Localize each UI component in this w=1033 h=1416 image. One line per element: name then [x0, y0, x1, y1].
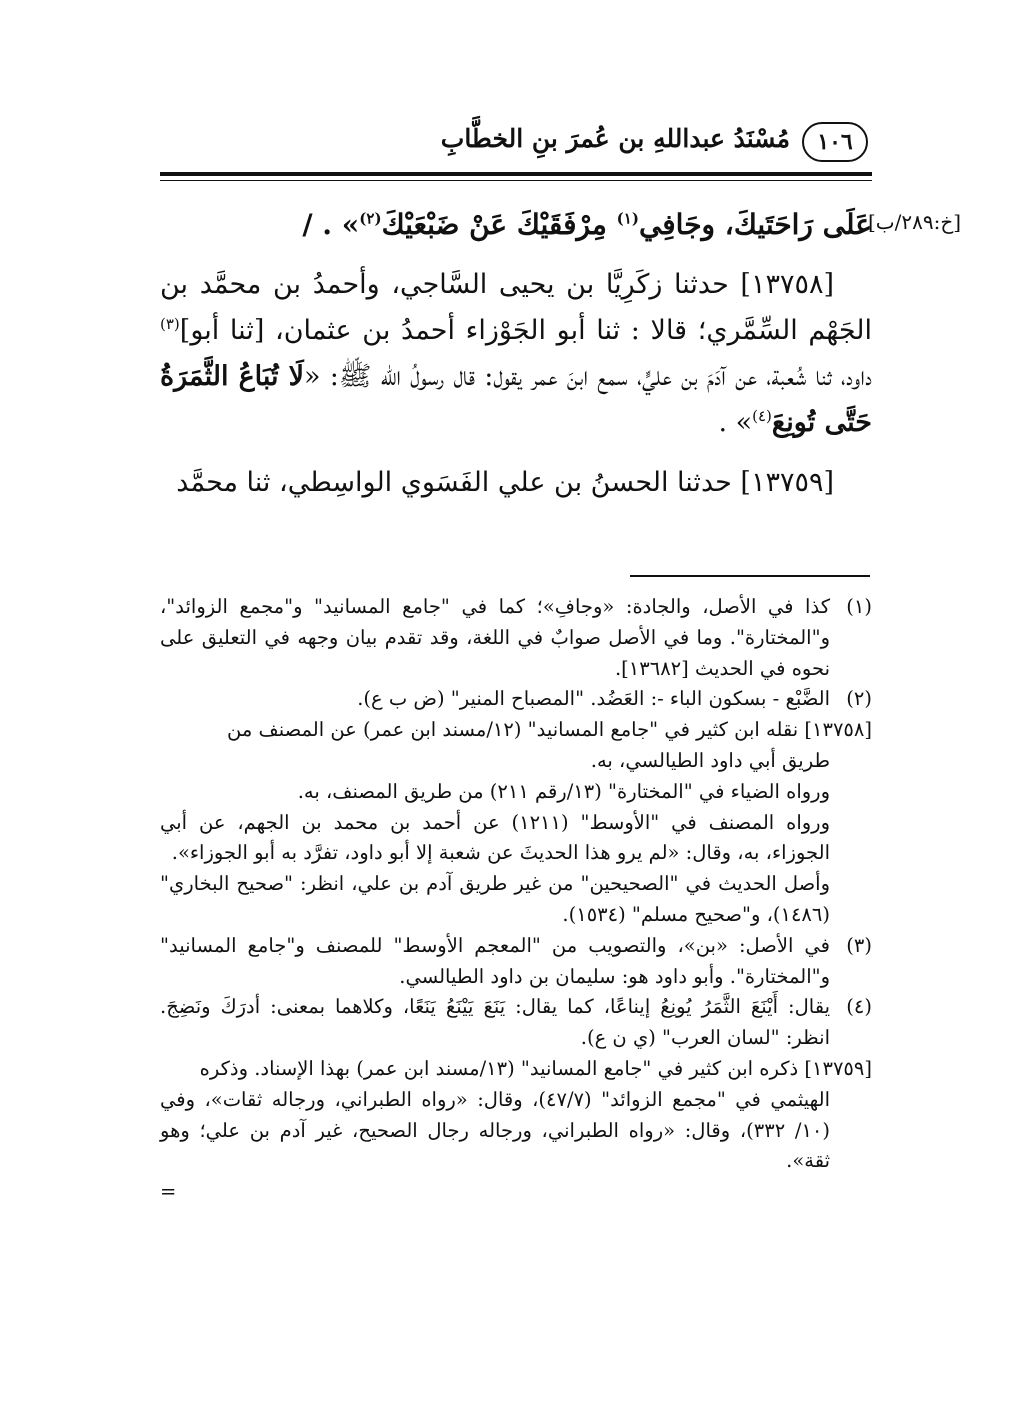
main-text [160, 202, 872, 506]
takhrij-13759-text [160, 1085, 872, 1208]
hadith-isnad-part1: [١٣٧٥٨] حدثنا زكَرِيَّا بن يحيى السَّاجي، وأحمدُ بن محمَّد بن الجَهْم السِّمَّري؛ قالا : ثنا أبو الجَوْزاء أحمدُ بن عثمان، [ثنا أبو] [160, 269, 872, 346]
manuscript-folio-ref: [خ:٢٨٩/ب] [868, 210, 962, 234]
header-rule-thin [160, 180, 872, 181]
takhrij-13758-para4: وأصل الحديث في "الصحيحين" من غير طريق آدم بن علي، انظر: "صحيح البخاري" (١٤٨٦)، و"صحيح مسلم" (١٥٣٤). [160, 872, 830, 926]
takhrij-13759-lead: [١٣٧٥٩] ذكره ابن كثير في "جامع المسانيد" (١٣/مسند ابن عمر) بهذا الإسناد. وذكره [199, 1056, 872, 1080]
continuation-mark: = [160, 1180, 177, 1204]
footnote-label: (١) [846, 595, 872, 618]
footnote-label: (٢) [846, 687, 872, 711]
takhrij-13758-lead: [١٣٧٥٨] نقله ابن كثير في "جامع المسانيد" (١٢/مسند ابن عمر) عن المصنف من [227, 718, 872, 742]
footnote-label: (٣) [846, 933, 872, 957]
footnote-label: (٤) [846, 995, 872, 1019]
hadith-13759: [١٣٧٥٩] حدثنا الحسنُ بن علي الفَسَوي الواسِطي، ثنا محمَّد [176, 467, 834, 498]
takhrij-13758-para2: ورواه الضياء في "المختارة" (١٣/رقم ٢١١) من طريق المصنف، به. [297, 779, 830, 803]
footnote-marker-1: (١) [616, 209, 639, 228]
continued-hadith-line [160, 202, 872, 248]
running-title: مُسْنَدُ عبداللهِ بن عُمرَ بنِ الخطَّابِ [440, 124, 790, 153]
takhrij-13758-para3: ورواه المصنف في "الأوسط" (١٢١١) عن أحمد بن محمد بن الجهم، عن أبي الجوزاء، به، وقال: «لم يرو هذا الحديثَ عن شعبة إلا أبو داود، تفرَّد به أبو الجوزاء». [160, 810, 830, 865]
hadith-text-fragment-mid: مِرْفَقَيْكَ عَنْ ضَبْعَيْكَ [381, 208, 617, 241]
footnote-marker-3: (٣) [160, 315, 180, 333]
footnote-2 [160, 684, 872, 715]
footnote-marker-4: (٤) [752, 407, 772, 425]
hadith-text-end: » . / [302, 208, 360, 241]
hadith-13758 [160, 262, 872, 446]
footnote-text: كذا في الأصل، والجادة: «وجافِ»؛ كما في "جامع المسانيد" و"مجمع الزوائد"، و"المختارة". وما في الأصل صوابٌ في اللغة، وقد تقدم بيان وجهه في التعليق على نحوه في الحديث [١٣٦٨٢]. [160, 595, 830, 680]
footnote-marker-2: (٢) [359, 209, 382, 228]
page-header [160, 118, 872, 172]
footnote-separator [630, 575, 870, 577]
header-rule-thick [160, 172, 872, 176]
footnotes [160, 592, 872, 1208]
footnote-1 [160, 592, 872, 684]
hadith-text-fragment: عَلَى رَاحَتَيكَ، وجَافِي [638, 208, 872, 241]
hadith-end: » . [718, 407, 753, 438]
footnote-4 [160, 992, 872, 1054]
hadith-isnad-part2: داود، ثنا شُعبة، عن آدَمَ بن عليٍّ، سمع ابنَ عمر يقول: قال رسولُ الله ﷺ: « [304, 361, 872, 392]
takhrij-13758-line: طريق أبي داود الطيالسي، به. [590, 748, 830, 772]
footnote-text: الضَّبْع - بسكون الباء -: العَضُد. "المصباح المنير" (ض ب ع). [357, 687, 830, 711]
takhrij-13759-body: الهيثمي في "مجمع الزوائد" (٤٧/٧)، وقال: «رواه الطبراني، ورجاله ثقات»، وفي (١٠/ ٣٣٢)، وقال: «رواه الطبراني، ورجاله رجال الصحيح، غير آدم بن علي؛ وهو ثقة». [160, 1087, 830, 1173]
footnote-3 [160, 931, 872, 993]
footnote-text: يقال: أَيْنَعَ الثَّمَرُ يُونِعُ إيناعًا، كما يقال: يَنَعَ يَيْنَعُ يَنَعًا، وكلاهما بمعنى: أدرَكَ ونَضِجَ. انظر: "لسان العرب" (ي ن ع). [160, 995, 830, 1050]
page-number: ١٠٦ [802, 122, 868, 162]
prophetic-quote: لَا تُبَاعُ الثَّمَرَةُ حَتَّى تُونِعَ [160, 361, 872, 438]
footnote-text: في الأصل: «بن»، والتصويب من "المعجم الأوسط" للمصنف و"جامع المسانيد" و"المختارة". وأبو داود هو: سليمان بن داود الطيالسي. [160, 933, 830, 988]
